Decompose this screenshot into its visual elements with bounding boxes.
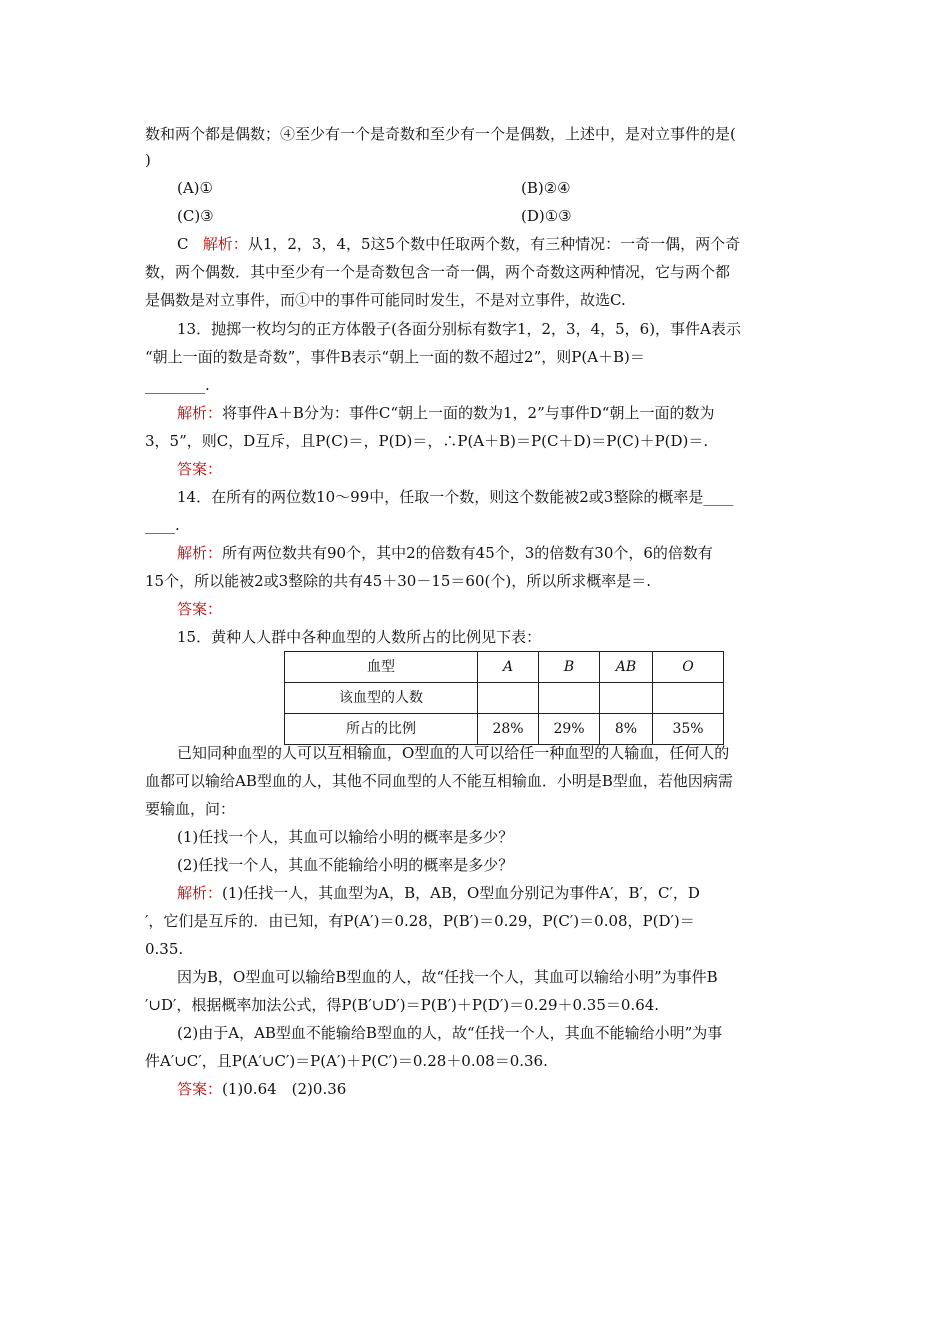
table-cell: 35% bbox=[653, 714, 724, 745]
q14-solution-text-1: 所有两位数共有90个，其中2的倍数有45个，3的倍数有30个，6的倍数有 bbox=[222, 544, 713, 562]
q13-solution-line-1 bbox=[177, 400, 810, 426]
table-cell: 29% bbox=[539, 714, 600, 745]
q15-paragraph-line-3: 要输血，问： bbox=[145, 800, 236, 818]
q13-text-line-1: 13．抛掷一枚均匀的正方体骰子(各面分别标有数字1，2，3，4，5，6)，事件A表示 bbox=[177, 320, 741, 338]
q15-solution-line-2: ′，它们是互斥的．由已知，有P(A′)＝0.28，P(B′)＝0.29，P(C′)＝0.08，P(D′)＝ bbox=[145, 912, 695, 930]
q15-text-line-1: 15．黄种人人群中各种血型的人数所占的比例见下表： bbox=[177, 628, 542, 646]
q15-solution-line-7: 件A′∪C′，且P(A′∪C′)＝P(A′)＋P(C′)＝0.28＋0.08＝0.36. bbox=[145, 1052, 548, 1070]
blood-type-table bbox=[284, 651, 724, 745]
q15-paragraph-line-2: 血都可以输给AB型血的人，其他不同血型的人不能互相输血．小明是B型血，若他因病需 bbox=[145, 772, 733, 790]
q13-text-line-3: ________. bbox=[145, 376, 210, 394]
q12-jiexi-label: 解析： bbox=[202, 235, 248, 253]
q14-text-line-1: 14．在所有的两位数10～99中，任取一个数，则这个数能被2或3整除的概率是____ bbox=[177, 488, 734, 506]
table-cell: A bbox=[478, 652, 539, 683]
q15-solution-text-1: (1)任找一人，其血型为A，B，AB，O型血分别记为事件A′，B′，C′，D bbox=[222, 884, 700, 902]
table-cell bbox=[478, 683, 539, 714]
q13-jiexi-label: 解析： bbox=[177, 404, 223, 422]
q15-subquestion-2: (2)任找一个人，其血不能输给小明的概率是多少？ bbox=[177, 856, 514, 874]
q15-jiexi-label: 解析： bbox=[177, 884, 223, 902]
table-cell: 血型 bbox=[285, 652, 478, 683]
q15-solution-line-5: ′∪D′，根据概率加法公式，得P(B′∪D′)＝P(B′)＋P(D′)＝0.29＋0.35＝0.64. bbox=[145, 996, 660, 1014]
q15-subquestion-1: (1)任找一个人，其血可以输给小明的概率是多少？ bbox=[177, 828, 514, 846]
q15-paragraph-line-1: 已知同种血型的人可以互相输血，O型血的人可以给任一种血型的人输血，任何人的 bbox=[177, 744, 730, 762]
q15-answer-line bbox=[177, 1076, 810, 1102]
q15-answer-value: (1)0.64 (2)0.36 bbox=[222, 1080, 347, 1098]
q15-solution-line-4: 因为B，O型血可以输给B型血的人，故“任找一个人，其血可以输给小明”为事件B bbox=[177, 968, 718, 986]
table-row bbox=[285, 652, 724, 683]
q12-option-b: (B)②④ bbox=[521, 179, 571, 197]
table-cell: 28% bbox=[478, 714, 539, 745]
q14-solution-line-2: 15个，所以能被2或3整除的共有45＋30－15＝60(个)，所以所求概率是＝. bbox=[145, 572, 651, 590]
q12-solution-line-3: 是偶数是对立事件，而①中的事件可能同时发生，不是对立事件，故选C. bbox=[145, 291, 626, 309]
table-cell: B bbox=[539, 652, 600, 683]
q12-text-line-1: 数和两个都是偶数；④至少有一个是奇数和至少有一个是偶数，上述中，是对立事件的是( bbox=[145, 125, 736, 143]
q12-answer-letter: C bbox=[177, 235, 189, 253]
table-cell: AB bbox=[600, 652, 653, 683]
q15-solution-line-6: (2)由于A，AB型血不能输给B型血的人，故“任找一个人，其血不能输给小明”为事 bbox=[177, 1024, 723, 1042]
q12-solution-text-1: 从1，2，3，4，5这5个数中任取两个数，有三种情况：一奇一偶，两个奇 bbox=[247, 235, 741, 253]
table-cell bbox=[539, 683, 600, 714]
table-cell: 8% bbox=[600, 714, 653, 745]
q13-solution-text-1: 将事件A＋B分为：事件C“朝上一面的数为1，2”与事件D“朝上一面的数为 bbox=[222, 404, 715, 422]
q15-solution-line-1 bbox=[177, 880, 810, 906]
q13-text-line-2: “朝上一面的数是奇数”，事件B表示“朝上一面的数不超过2”，则P(A＋B)＝ bbox=[145, 348, 645, 366]
q14-jiexi-label: 解析： bbox=[177, 544, 223, 562]
q13-answer-label: 答案： bbox=[177, 460, 223, 478]
table-cell bbox=[653, 683, 724, 714]
q12-text-line-2: ) bbox=[145, 151, 151, 169]
q14-answer-label: 答案： bbox=[177, 600, 223, 618]
table-cell bbox=[600, 683, 653, 714]
q12-solution-line-2: 数，两个偶数．其中至少有一个是奇数包含一奇一偶，两个奇数这两种情况，它与两个都 bbox=[145, 263, 731, 281]
q15-solution-line-3: 0.35. bbox=[145, 940, 184, 958]
q12-solution-line-1 bbox=[177, 231, 810, 257]
q12-option-d: (D)①③ bbox=[521, 207, 572, 225]
q12-option-c: (C)③ bbox=[177, 207, 214, 225]
table-row bbox=[285, 683, 724, 714]
table-cell: 所占的比例 bbox=[285, 714, 478, 745]
q14-text-line-2: ____. bbox=[145, 516, 180, 534]
q14-solution-line-1 bbox=[177, 540, 810, 566]
table-cell: 该血型的人数 bbox=[285, 683, 478, 714]
q15-answer-label: 答案： bbox=[177, 1080, 223, 1098]
q13-solution-line-2: 3，5”，则C，D互斥，且P(C)＝，P(D)＝，∴P(A＋B)＝P(C＋D)＝P(C)＋P(D)＝. bbox=[145, 432, 709, 450]
table-cell: O bbox=[653, 652, 724, 683]
q12-option-a: (A)① bbox=[177, 179, 213, 197]
